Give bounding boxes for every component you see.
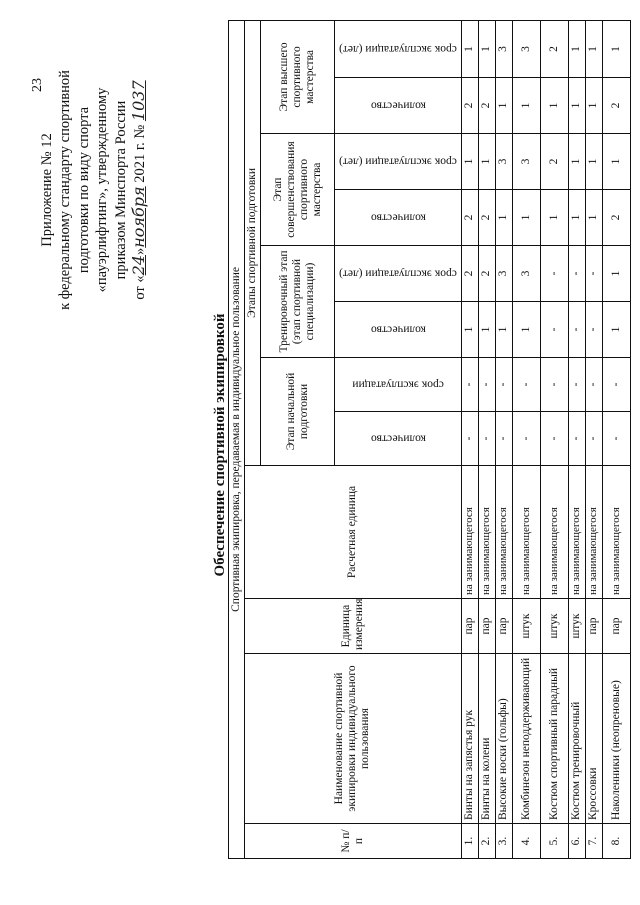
qty-cell: 2 bbox=[461, 190, 478, 246]
table-row bbox=[568, 20, 585, 858]
group-header: Спортивная экипировка, передаваемая в индивидуальное пользование bbox=[229, 20, 245, 858]
sub-header-term: срок эксплуатации (лет) bbox=[335, 20, 462, 77]
date-prefix: от « bbox=[132, 275, 149, 300]
sub-header-term: срок эксплуатации bbox=[335, 358, 462, 412]
equipment-name: Костюм спортивный парадный bbox=[540, 654, 568, 824]
term-cell: 2 bbox=[540, 20, 568, 77]
qty-cell: 1 bbox=[602, 302, 630, 358]
term-cell: 1 bbox=[602, 246, 630, 302]
date-mid: » bbox=[132, 247, 149, 255]
stage-header: Этап высшего спортивного мастерства bbox=[261, 20, 335, 133]
appendix-line: подготовки по виду спорта bbox=[75, 106, 92, 274]
qty-cell: 1 bbox=[512, 302, 540, 358]
calc-unit: на занимающегося bbox=[495, 466, 512, 599]
term-cell: 1 bbox=[568, 134, 585, 190]
qty-cell: 1 bbox=[495, 302, 512, 358]
equipment-name: Бинты на запястья рук bbox=[461, 654, 478, 824]
row-number: 7. bbox=[585, 824, 602, 859]
equipment-name: Комбинезон неподдерживающий bbox=[512, 654, 540, 824]
sub-header-qty: количество bbox=[335, 190, 462, 246]
qty-cell: 2 bbox=[602, 78, 630, 134]
sub-header-qty: количество bbox=[335, 302, 462, 358]
table-row bbox=[495, 20, 512, 858]
document-title: Обеспечение спортивной экипировкой bbox=[212, 313, 228, 577]
equipment-table bbox=[228, 20, 631, 859]
unit-of-measure: пар bbox=[585, 599, 602, 654]
qty-cell: - bbox=[478, 412, 495, 466]
qty-cell: - bbox=[540, 412, 568, 466]
qty-cell: 1 bbox=[585, 78, 602, 134]
qty-cell: 1 bbox=[495, 190, 512, 246]
handwritten-day: 24 bbox=[129, 255, 149, 276]
term-cell: - bbox=[585, 246, 602, 302]
qty-cell: - bbox=[585, 302, 602, 358]
calc-unit: на занимающегося bbox=[478, 466, 495, 599]
term-cell: - bbox=[568, 358, 585, 412]
unit-of-measure: пар bbox=[461, 599, 478, 654]
qty-cell: 2 bbox=[478, 190, 495, 246]
qty-cell: 1 bbox=[585, 190, 602, 246]
stage-header: Тренировочный этап (этап спортивной специализации) bbox=[261, 246, 335, 358]
term-cell: 2 bbox=[478, 246, 495, 302]
col-header-unit: Единица измерения bbox=[245, 599, 462, 654]
col-header-name: Наименование спортивной экипировки индивидуального пользования bbox=[245, 654, 462, 824]
calc-unit: на занимающегося bbox=[585, 466, 602, 599]
calc-unit: на занимающегося bbox=[568, 466, 585, 599]
row-number: 8. bbox=[602, 824, 630, 859]
term-cell: 2 bbox=[461, 246, 478, 302]
term-cell: 3 bbox=[512, 134, 540, 190]
stage-header: Этап совершенствования спортивного мастерства bbox=[261, 134, 335, 246]
appendix-date-line bbox=[130, 40, 149, 340]
appendix-header bbox=[38, 40, 149, 340]
qty-cell: 2 bbox=[478, 78, 495, 134]
term-cell: - bbox=[540, 358, 568, 412]
appendix-line: к федеральному стандарту спортивной bbox=[57, 70, 74, 310]
term-cell: - bbox=[585, 358, 602, 412]
sub-header-qty: количество bbox=[335, 412, 462, 466]
qty-cell: - bbox=[461, 412, 478, 466]
term-cell: 3 bbox=[495, 20, 512, 77]
qty-cell: - bbox=[568, 412, 585, 466]
calc-unit: на занимающегося bbox=[461, 466, 478, 599]
term-cell: 2 bbox=[540, 134, 568, 190]
term-cell: - bbox=[512, 358, 540, 412]
appendix-line: приказом Минспорта России bbox=[112, 100, 129, 280]
qty-cell: 1 bbox=[478, 302, 495, 358]
stages-header: Этапы спортивной подготовки bbox=[245, 20, 261, 465]
row-number: 5. bbox=[540, 824, 568, 859]
sub-header-qty: количество bbox=[335, 78, 462, 134]
term-cell: 3 bbox=[495, 134, 512, 190]
term-cell: - bbox=[540, 246, 568, 302]
table-row bbox=[461, 20, 478, 858]
col-header-no: № п/п bbox=[245, 824, 462, 859]
term-cell: 1 bbox=[568, 20, 585, 77]
page-number: 23 bbox=[30, 78, 45, 92]
table-body bbox=[461, 20, 630, 858]
term-cell: - bbox=[602, 358, 630, 412]
table-row bbox=[512, 20, 540, 858]
table-row bbox=[585, 20, 602, 858]
row-number: 6. bbox=[568, 824, 585, 859]
term-cell: 1 bbox=[478, 20, 495, 77]
term-cell: 3 bbox=[512, 20, 540, 77]
qty-cell: 1 bbox=[495, 78, 512, 134]
qty-cell: 2 bbox=[461, 78, 478, 134]
equipment-name: Высокие носки (гольфы) bbox=[495, 654, 512, 824]
appendix-line: Приложение № 12 bbox=[39, 133, 55, 247]
qty-cell: 1 bbox=[512, 78, 540, 134]
date-year: 2021 г. № bbox=[132, 121, 149, 187]
equipment-name: Костюм тренировочный bbox=[568, 654, 585, 824]
qty-cell: 2 bbox=[602, 190, 630, 246]
term-cell: 1 bbox=[461, 20, 478, 77]
unit-of-measure: штук bbox=[568, 599, 585, 654]
qty-cell: 1 bbox=[540, 78, 568, 134]
row-number: 3. bbox=[495, 824, 512, 859]
qty-cell: 1 bbox=[568, 78, 585, 134]
term-cell: 1 bbox=[602, 134, 630, 190]
qty-cell: 1 bbox=[461, 302, 478, 358]
handwritten-number: 1037 bbox=[129, 80, 149, 122]
calc-unit: на занимающегося bbox=[602, 466, 630, 599]
table-row bbox=[540, 20, 568, 858]
unit-of-measure: пар bbox=[478, 599, 495, 654]
qty-cell: 1 bbox=[540, 190, 568, 246]
unit-of-measure: штук bbox=[540, 599, 568, 654]
qty-cell: - bbox=[585, 412, 602, 466]
unit-of-measure: пар bbox=[602, 599, 630, 654]
stage-header: Этап начальной подготовки bbox=[261, 358, 335, 466]
term-cell: 1 bbox=[478, 134, 495, 190]
handwritten-month: ноября bbox=[129, 186, 149, 248]
term-cell: - bbox=[478, 358, 495, 412]
table-row bbox=[602, 20, 630, 858]
sub-header-term: срок эксплуатации (лет) bbox=[335, 134, 462, 190]
term-cell: 1 bbox=[461, 134, 478, 190]
equipment-name: Наколенники (неопреновые) bbox=[602, 654, 630, 824]
qty-cell: - bbox=[602, 412, 630, 466]
qty-cell: - bbox=[540, 302, 568, 358]
equipment-name: Бинты на колени bbox=[478, 654, 495, 824]
term-cell: - bbox=[495, 358, 512, 412]
term-cell: 1 bbox=[602, 20, 630, 77]
qty-cell: 1 bbox=[568, 190, 585, 246]
term-cell: 1 bbox=[585, 134, 602, 190]
term-cell: 1 bbox=[585, 20, 602, 77]
unit-of-measure: штук bbox=[512, 599, 540, 654]
qty-cell: - bbox=[512, 412, 540, 466]
term-cell: - bbox=[568, 246, 585, 302]
sub-header-term: срок эксплуатации (лет) bbox=[335, 246, 462, 302]
appendix-line: «пауэрлифтинг», утвержденному bbox=[94, 87, 111, 293]
qty-cell: 1 bbox=[512, 190, 540, 246]
qty-cell: - bbox=[568, 302, 585, 358]
calc-unit: на занимающегося bbox=[540, 466, 568, 599]
term-cell: 3 bbox=[495, 246, 512, 302]
term-cell: - bbox=[461, 358, 478, 412]
qty-cell: - bbox=[495, 412, 512, 466]
row-number: 4. bbox=[512, 824, 540, 859]
row-number: 2. bbox=[478, 824, 495, 859]
row-number: 1. bbox=[461, 824, 478, 859]
table-row bbox=[478, 20, 495, 858]
term-cell: 3 bbox=[512, 246, 540, 302]
calc-unit: на занимающегося bbox=[512, 466, 540, 599]
unit-of-measure: пар bbox=[495, 599, 512, 654]
col-header-calc-unit: Расчетная единица bbox=[245, 466, 462, 599]
equipment-name: Кроссовки bbox=[585, 654, 602, 824]
